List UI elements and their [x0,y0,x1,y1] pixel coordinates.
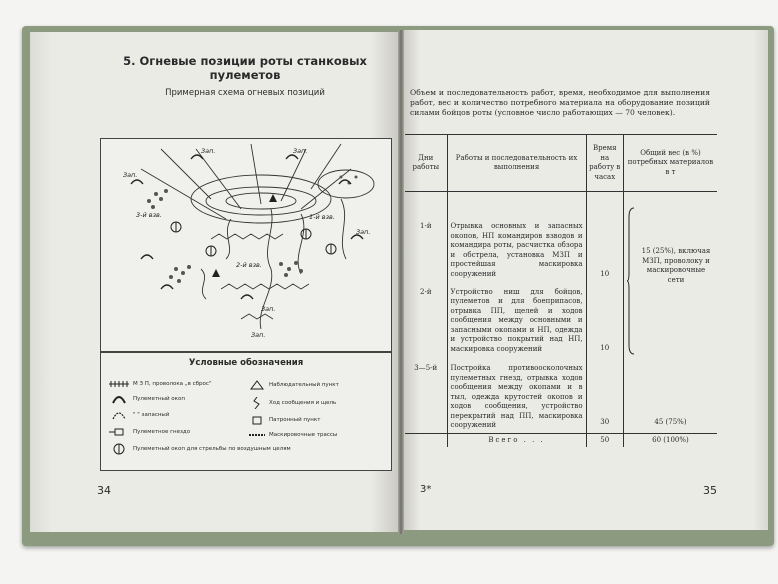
intro-paragraph: Объем и последовательность работ, время, необходимое для выполнения работ, вес и количество потребного материала на оборудование позиций силами бойцов роты (условное число работающих — 70 человек). [410,88,710,117]
cell-time: 30 [586,356,623,433]
legend-text: Пулеметный окоп [133,396,185,402]
legend-item [109,394,185,404]
legend-text: Пулеметное гнездо [133,429,191,435]
legend-item [249,431,337,439]
legend-item [249,397,336,409]
header-weight: Общий вес (в %) потребных материалов в т [623,135,717,192]
wire-obstacle-icon [109,380,129,388]
header-days: Дни работы [405,135,447,192]
legend-text: " " запасный [133,412,170,418]
diagram-drawing [101,139,391,351]
platoon-1-label: 1-й взв. [309,213,335,221]
aa-pit-icon [109,443,129,455]
total-weight: 60 (100%) [623,433,717,447]
reserve-label: Зап. [293,147,308,155]
table-total-row [405,433,717,447]
legend-title: Условные обозначения [188,358,304,368]
reserve-label: Зап. [201,147,216,155]
work-table [405,134,717,447]
table-row [405,356,717,433]
legend-item [249,380,339,390]
reserve-label: Зап. [123,171,138,179]
legend-text: М З П, проволока „в сброс" [133,381,212,387]
cell-day: 3—5-й [414,364,438,372]
table-row [405,192,717,282]
page-title: 5. Огневые позиции роты станковых пулеметов [123,54,367,82]
cell-time: 10 [586,282,623,357]
legend-item [249,415,320,425]
observation-post-icon [249,380,265,390]
header-time: Время на работу в часах [586,135,623,192]
mg-pit-icon [109,427,129,437]
reserve-nest-icon [109,410,129,420]
page-number-right: 35 [703,484,717,497]
cell-time: 10 [586,192,623,282]
legend-item [109,380,211,388]
cell-work: Устройство ниш для бойцов, пулеметов и для боеприпасов, отрывка ПП, щелей и ходов сообщения между основными и запасными окопами и НП, одежда и устройство покрытий над НП, маскировка сооружений [447,282,586,357]
legend-text: Маскировочные трассы [269,432,338,438]
reserve-label: Зап. [356,228,371,236]
platoon-2-label: 2-й взв. [236,261,262,269]
legend-text: Ход сообщения и щель [269,400,337,406]
legend-text: Пулеметный окоп для стрельбы по воздушным целям [133,446,291,452]
brace-icon [627,207,635,355]
total-time: 50 [586,433,623,447]
machine-gun-nest-icon [109,394,129,404]
reserve-label: Зап. [261,305,276,313]
cell-day: 1-й [420,222,432,230]
cell-work: Постройка противоосколочных пулеметных гнезд, отрывка ходов сообщения между окопами и в тыл, одежда крутостей окопов и ходов сообщения, устройство перекрытий над ПП, маскировка сооружений [447,356,586,433]
legend-item [109,427,190,437]
platoon-3-label: 3-й взв. [136,211,162,219]
diagram-subtitle: Примерная схема огневых позиций [165,88,325,98]
table-header-row [405,135,717,192]
total-label-text: Всего [488,435,520,444]
cell-weight-brace: 15 (25%), включая МЗП, проволоку и маскировочные сети [623,192,717,357]
total-label: Всего . . . [447,433,586,447]
cell-day: 2-й [420,287,432,296]
legend-item [109,443,291,455]
legend-text: Наблюдательный пункт [269,382,339,388]
page-number-left: 34 [97,484,111,497]
firing-positions-diagram [100,138,392,352]
legend-text: Патронный пункт [269,417,321,423]
trench-icon [249,397,265,409]
ammo-point-icon [249,415,265,425]
mask-icon [249,431,265,439]
legend-box [100,352,392,471]
book-gutter [398,30,404,534]
header-works: Работы и последовательность их выполнения [447,135,586,192]
legend-item [109,410,169,420]
cell-work: Отрывка основных и запасных окопов, НП командиров взводов и командира роты, расчистка обзора и обстрела, установка МЗП и простейшая маскировка сооружений [447,192,586,282]
cell-weight: 45 (75%) [623,356,717,433]
reserve-label: Зап. [251,331,266,339]
signature-mark: 3* [420,484,432,495]
